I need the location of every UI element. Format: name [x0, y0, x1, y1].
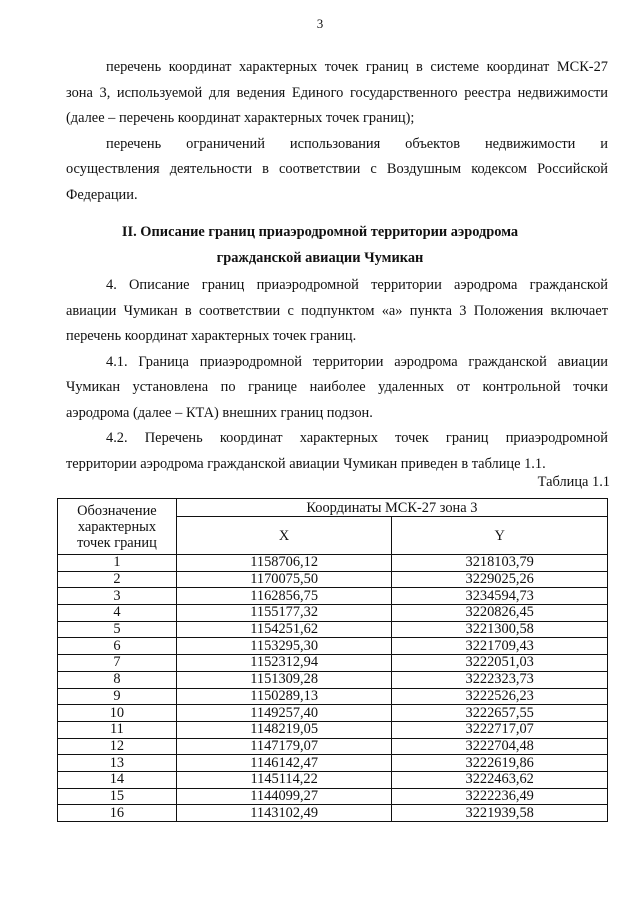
table-row	[58, 688, 608, 705]
paragraph-line: авиации Чумикан в соответствии с подпунктом «а» пункта 3 Положения включает	[66, 302, 608, 319]
y-coordinate-cell: 3221939,58	[392, 805, 608, 822]
paragraph-line: перечень координат характерных точек границ в системе координат МСК-27	[106, 59, 608, 75]
point-number-cell: 7	[58, 655, 177, 672]
paragraph-line: зона 3, используемой для ведения Единого государственного реестра недвижимости	[66, 84, 608, 101]
col-header-group: Координаты МСК-27 зона 3	[176, 499, 607, 517]
table-row	[58, 738, 608, 755]
point-number-cell: 11	[58, 721, 177, 738]
col-header-y: Y	[392, 517, 608, 555]
point-number-cell: 14	[58, 771, 177, 788]
point-number-cell: 4	[58, 605, 177, 622]
paragraph-line: Чумикан установлена по границе наиболее удаленных от контрольной точки	[66, 379, 608, 395]
table-row	[58, 571, 608, 588]
table-row	[58, 655, 608, 672]
table-row	[58, 605, 608, 622]
x-coordinate-cell: 1150289,13	[176, 688, 392, 705]
x-coordinate-cell: 1152312,94	[176, 655, 392, 672]
y-coordinate-cell: 3220826,45	[392, 605, 608, 622]
table-row	[58, 721, 608, 738]
paragraph-line: 4.1. Граница приаэродромной территории аэродрома гражданской авиации	[106, 353, 608, 370]
col-header-point: Обозначение характерных точек границ	[58, 499, 177, 555]
y-coordinate-cell: 3222619,86	[392, 755, 608, 772]
x-coordinate-cell: 1145114,22	[176, 771, 392, 788]
coordinates-table	[57, 498, 608, 822]
x-coordinate-cell: 1153295,30	[176, 638, 392, 655]
y-coordinate-cell: 3222704,48	[392, 738, 608, 755]
x-coordinate-cell: 1151309,28	[176, 671, 392, 688]
y-coordinate-cell: 3218103,79	[392, 555, 608, 572]
paragraph-line: территории аэродрома гражданской авиации Чумикан приведен в таблице 1.1.	[66, 455, 546, 472]
y-coordinate-cell: 3222657,55	[392, 705, 608, 722]
y-coordinate-cell: 3234594,73	[392, 588, 608, 605]
paragraph-line: осуществления деятельности в соответствии с Воздушным кодексом Российской	[66, 161, 608, 177]
point-number-cell: 15	[58, 788, 177, 805]
y-coordinate-cell: 3222717,07	[392, 721, 608, 738]
x-coordinate-cell: 1170075,50	[176, 571, 392, 588]
point-number-cell: 3	[58, 588, 177, 605]
x-coordinate-cell: 1162856,75	[176, 588, 392, 605]
paragraph-line: 4. Описание границ приаэродромной территории аэродрома гражданской	[106, 277, 608, 293]
y-coordinate-cell: 3222236,49	[392, 788, 608, 805]
point-number-cell: 2	[58, 571, 177, 588]
point-number-cell: 1	[58, 555, 177, 572]
point-number-cell: 5	[58, 621, 177, 638]
x-coordinate-cell: 1148219,05	[176, 721, 392, 738]
point-number-cell: 10	[58, 705, 177, 722]
table-row	[58, 805, 608, 822]
y-coordinate-cell: 3229025,26	[392, 571, 608, 588]
point-number-cell: 16	[58, 805, 177, 822]
table-body	[58, 555, 608, 822]
paragraph-line: 4.2. Перечень координат характерных точек границ приаэродромной	[106, 430, 608, 446]
table-row	[58, 621, 608, 638]
x-coordinate-cell: 1147179,07	[176, 738, 392, 755]
point-number-cell: 12	[58, 738, 177, 755]
paragraph-line: перечень ограничений использования объектов недвижимости и	[106, 135, 608, 152]
point-number-cell: 9	[58, 688, 177, 705]
x-coordinate-cell: 1143102,49	[176, 805, 392, 822]
page-number: 3	[316, 16, 324, 31]
x-coordinate-cell: 1158706,12	[176, 555, 392, 572]
section-heading: гражданской авиации Чумикан	[216, 250, 424, 266]
point-number-cell: 6	[58, 638, 177, 655]
y-coordinate-cell: 3221300,58	[392, 621, 608, 638]
table-row	[58, 555, 608, 572]
paragraph-line: (далее – перечень координат характерных точек границ);	[66, 110, 415, 126]
section-heading: II. Описание границ приаэродромной территории аэродрома	[121, 224, 519, 240]
table-caption: Таблица 1.1	[537, 474, 610, 490]
table-row	[58, 588, 608, 605]
y-coordinate-cell: 3222051,03	[392, 655, 608, 672]
table-header-row	[58, 499, 608, 517]
y-coordinate-cell: 3222526,23	[392, 688, 608, 705]
point-number-cell: 8	[58, 671, 177, 688]
table-row	[58, 771, 608, 788]
y-coordinate-cell: 3221709,43	[392, 638, 608, 655]
table-row	[58, 705, 608, 722]
point-number-cell: 13	[58, 755, 177, 772]
y-coordinate-cell: 3222323,73	[392, 671, 608, 688]
table-row	[58, 755, 608, 772]
table-row	[58, 788, 608, 805]
x-coordinate-cell: 1149257,40	[176, 705, 392, 722]
table-row	[58, 638, 608, 655]
paragraph-line: Федерации.	[66, 186, 138, 203]
x-coordinate-cell: 1155177,32	[176, 605, 392, 622]
col-header-x: X	[176, 517, 392, 555]
paragraph-line: перечень координат характерных точек границ.	[66, 328, 357, 344]
x-coordinate-cell: 1144099,27	[176, 788, 392, 805]
table-row	[58, 671, 608, 688]
x-coordinate-cell: 1146142,47	[176, 755, 392, 772]
y-coordinate-cell: 3222463,62	[392, 771, 608, 788]
paragraph-line: аэродрома (далее – КТА) внешних границ подзон.	[66, 404, 373, 421]
x-coordinate-cell: 1154251,62	[176, 621, 392, 638]
